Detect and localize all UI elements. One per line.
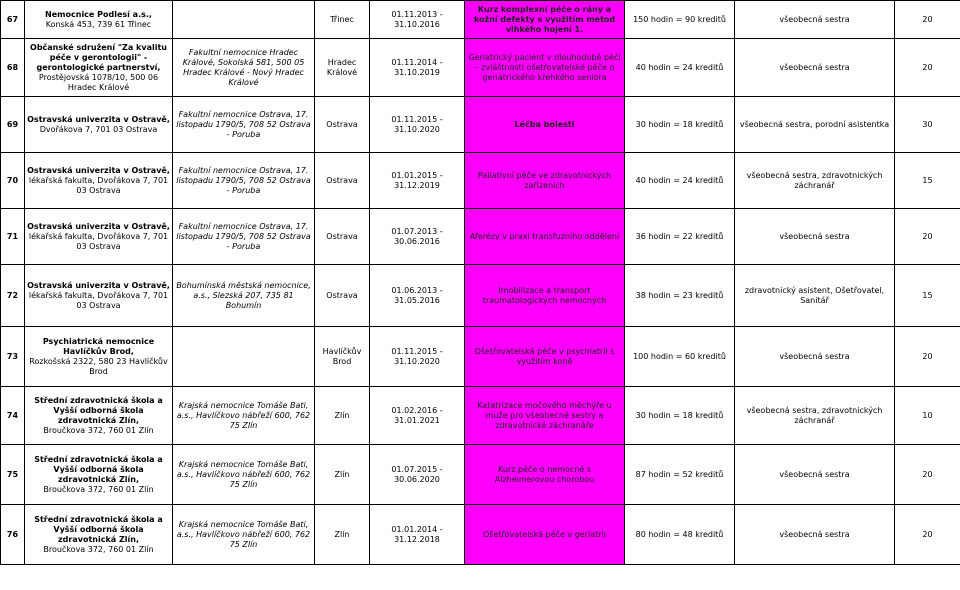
hours-credits: 40 hodin = 24 kreditů	[625, 39, 735, 97]
profession: všeobecná sestra	[735, 39, 895, 97]
hours-credits: 38 hodin = 23 kreditů	[625, 265, 735, 327]
organization	[25, 97, 173, 153]
program-title: Imobilizace a transport traumatologických nemocných	[465, 265, 625, 327]
city: Zlín	[315, 387, 370, 445]
organization-address: Prostějovská 1078/10, 500 06 Hradec Králové	[38, 72, 159, 92]
organization	[25, 1, 173, 39]
city: Ostrava	[315, 153, 370, 209]
organization-address: lékařská fakulta, Dvořákova 7, 701 03 Ostrava	[28, 175, 169, 195]
hours-credits: 150 hodin = 90 kreditů	[625, 1, 735, 39]
row-number: 69	[1, 97, 25, 153]
row-number: 67	[1, 1, 25, 39]
city: Ostrava	[315, 265, 370, 327]
capacity: 20	[895, 445, 960, 505]
capacity: 20	[895, 327, 960, 387]
organization	[25, 153, 173, 209]
validity-dates: 01.11.2014 - 31.10.2019	[370, 39, 465, 97]
validity-dates: 01.01.2015 - 31.12.2019	[370, 153, 465, 209]
validity-dates: 01.11.2015 - 31.10.2020	[370, 327, 465, 387]
workplace: Krajská nemocnice Tomáše Bati, a.s., Havlíčkovo nábřeží 600, 762 75 Zlín	[173, 505, 315, 565]
organization-address: Broučkova 372, 760 01 Zlín	[43, 425, 154, 435]
organization	[25, 387, 173, 445]
row-number: 68	[1, 39, 25, 97]
hours-credits: 100 hodin = 60 kreditů	[625, 327, 735, 387]
row-number: 74	[1, 387, 25, 445]
capacity: 30	[895, 97, 960, 153]
capacity: 20	[895, 1, 960, 39]
workplace	[173, 1, 315, 39]
table-row	[1, 209, 960, 265]
hours-credits: 87 hodin = 52 kreditů	[625, 445, 735, 505]
workplace: Fakultní nemocnice Ostrava, 17. listopadu 1790/5, 708 52 Ostrava - Poruba	[173, 209, 315, 265]
workplace: Krajská nemocnice Tomáše Bati, a.s., Havlíčkovo nábřeží 600, 762 75 Zlín	[173, 445, 315, 505]
organization-name: Psychiatrická nemocnice Havlíčkův Brod,	[42, 336, 155, 356]
organization-name: Ostravská univerzita v Ostravě,	[27, 280, 170, 290]
profession: všeobecná sestra	[735, 327, 895, 387]
organization	[25, 445, 173, 505]
profession: všeobecná sestra	[735, 505, 895, 565]
city: Zlín	[315, 505, 370, 565]
profession: všeobecná sestra, zdravotnických záchranář	[735, 387, 895, 445]
city: Ostrava	[315, 209, 370, 265]
organization-name: Střední zdravotnická škola a Vyšší odborná škola zdravotnická Zlín,	[34, 454, 163, 484]
city: Havlíčkův Brod	[315, 327, 370, 387]
organization-name: Střední zdravotnická škola a Vyšší odborná škola zdravotnická Zlín,	[34, 514, 163, 544]
workplace: Fakultní nemocnice Ostrava, 17. listopadu 1790/5, 708 52 Ostrava - Poruba	[173, 97, 315, 153]
organization-address: Broučkova 372, 760 01 Zlín	[43, 484, 154, 494]
city: Třinec	[315, 1, 370, 39]
capacity: 20	[895, 39, 960, 97]
table-row	[1, 39, 960, 97]
table-row	[1, 387, 960, 445]
organization-name: Ostravská univerzita v Ostravě,	[27, 165, 170, 175]
organization-name: Občanské sdružení "Za kvalitu péče v gerontologii" - gerontologické partnerství,	[30, 42, 167, 72]
row-number: 76	[1, 505, 25, 565]
organization-name: Ostravská univerzita v Ostravě,	[27, 221, 170, 231]
workplace: Bohumínská městská nemocnice, a.s., Slezská 207, 735 81 Bohumín	[173, 265, 315, 327]
profession: všeobecná sestra	[735, 209, 895, 265]
validity-dates: 01.07.2015 - 30.06.2020	[370, 445, 465, 505]
workplace: Fakultní nemocnice Ostrava, 17. listopadu 1790/5, 708 52 Ostrava - Poruba	[173, 153, 315, 209]
capacity: 20	[895, 209, 960, 265]
organization-name: Střední zdravotnická škola a Vyšší odborná škola zdravotnická Zlín,	[34, 395, 163, 425]
table-row	[1, 97, 960, 153]
row-number: 71	[1, 209, 25, 265]
profession: všeobecná sestra, zdravotnických záchranář	[735, 153, 895, 209]
workplace: Krajská nemocnice Tomáše Bati, a.s., Havlíčkovo nábřeží 600, 762 75 Zlín	[173, 387, 315, 445]
organization	[25, 265, 173, 327]
table-row	[1, 505, 960, 565]
profession: zdravotnický asistent, Ošetřovatel, Sanitář	[735, 265, 895, 327]
row-number: 73	[1, 327, 25, 387]
profession: všeobecná sestra, porodní asistentka	[735, 97, 895, 153]
table-row	[1, 1, 960, 39]
validity-dates: 01.07.2013 - 30.06.2016	[370, 209, 465, 265]
organization-name: Nemocnice Podlesí a.s.,	[45, 9, 152, 19]
capacity: 15	[895, 153, 960, 209]
program-title: Kurz péče o nemocné s Alzheimerovou chorobou	[465, 445, 625, 505]
organization-address: lékařská fakulta, Dvořákova 7, 701 03 Ostrava	[28, 231, 169, 251]
hours-credits: 80 hodin = 48 kreditů	[625, 505, 735, 565]
capacity: 10	[895, 387, 960, 445]
hours-credits: 36 hodin = 22 kreditů	[625, 209, 735, 265]
organization	[25, 39, 173, 97]
table-row	[1, 445, 960, 505]
hours-credits: 30 hodin = 18 kreditů	[625, 97, 735, 153]
profession: všeobecná sestra	[735, 1, 895, 39]
table-row	[1, 327, 960, 387]
validity-dates: 01.11.2015 - 31.10.2020	[370, 97, 465, 153]
organization	[25, 327, 173, 387]
program-title: Katetrizace močového měchýře u muže pro všeobecné sestry a zdravotnické záchranáře	[465, 387, 625, 445]
table-row	[1, 153, 960, 209]
program-title: Léčba bolesti	[465, 97, 625, 153]
program-title: Ošetřovatelská péče v psychiatrii s využitím koně	[465, 327, 625, 387]
capacity: 20	[895, 505, 960, 565]
city: Ostrava	[315, 97, 370, 153]
validity-dates: 01.01.2014 - 31.12.2018	[370, 505, 465, 565]
table-row	[1, 265, 960, 327]
organization-address: Broučkova 372, 760 01 Zlín	[43, 544, 154, 554]
validity-dates: 01.06.2013 - 31.05.2016	[370, 265, 465, 327]
organization-name: Ostravská univerzita v Ostravě,	[27, 114, 170, 124]
program-title: Kurz komplexní péče o rány a kožní defekty s využitím metod vlhkého hojení 1.	[465, 1, 625, 39]
organization-address: Dvořákova 7, 701 03 Ostrava	[39, 124, 158, 134]
workplace: Fakultní nemocnice Hradec Králové, Sokolská 581, 500 05 Hradec Králové - Nový Hradec Králové	[173, 39, 315, 97]
workplace	[173, 327, 315, 387]
organization-address: lékařská fakulta, Dvořákova 7, 701 03 Ostrava	[28, 290, 169, 310]
program-title: Paliativní péče ve zdravotnických zařízeních	[465, 153, 625, 209]
organization-address: Rozkošská 2322, 580 23 Havlíčkův Brod	[29, 356, 168, 376]
program-title: Geriatrický pacient v dlouhodobé péči – zvláštnosti ošetřovatelské péče o geriatrického křehkého seniora	[465, 39, 625, 97]
profession: všeobecná sestra	[735, 445, 895, 505]
row-number: 75	[1, 445, 25, 505]
organization-address: Konská 453, 739 61 Třinec	[45, 19, 152, 29]
program-title: Ošetřovatelská péče v geriatrii	[465, 505, 625, 565]
validity-dates: 01.02.2016 - 31.01.2021	[370, 387, 465, 445]
validity-dates: 01.11.2013 - 31.10.2016	[370, 1, 465, 39]
row-number: 70	[1, 153, 25, 209]
organization	[25, 505, 173, 565]
hours-credits: 40 hodin = 24 kreditů	[625, 153, 735, 209]
hours-credits: 30 hodin = 18 kreditů	[625, 387, 735, 445]
city: Hradec Králové	[315, 39, 370, 97]
organization	[25, 209, 173, 265]
program-title: Aferézy v praxi transfuzního oddělení	[465, 209, 625, 265]
capacity: 15	[895, 265, 960, 327]
city: Zlín	[315, 445, 370, 505]
row-number: 72	[1, 265, 25, 327]
